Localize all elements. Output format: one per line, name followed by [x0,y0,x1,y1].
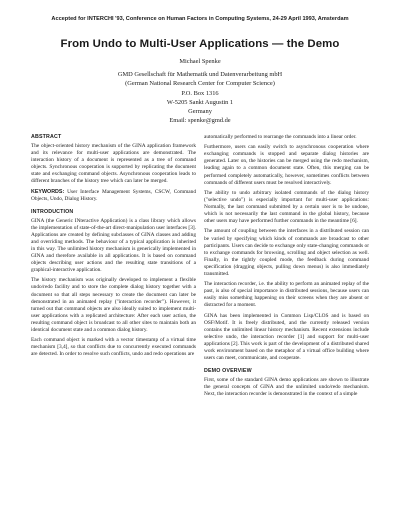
author-name: Michael Spenke [179,58,221,65]
right-column [204,134,369,398]
affiliation-email: Email: spenke@gmd.de [169,117,231,125]
body-paragraph: automatically performed to rearrange the commands into a linear order. [204,134,357,140]
introduction-paragraph: The history mechanism was originally developed to implement a flexible undo/redo facility and to store the complete dialog history together with a document so that all steps necessary to create the document can later be demonstrated in an animated replay ("interaction recorder"). However, it turned out that command objects are also ideally suited to implement multi-user applications with a replicated architecture: After each user action, the resulting command object is broadcast to all other sites to maintain both an identical document state and a common dialog history. [31,277,196,333]
body-paragraph: GINA has been implemented in Common Lisp/CLOS and is based on OSF/Motif. It is freely distributed, and the currently released version contains the unlimited linear history mechanism. Recent extensions include selective undo, the interaction recorder [1] and support for multi-user applications [2]. This work is part of the development of a distributed shared work environment based on the metaphor of a virtual office building where users can meet, communicate, and cooperate. [204,312,369,361]
left-column [31,134,196,358]
keywords-text: User Interface Management Systems, CSCW, Command Objects, Undo, Dialog History. [31,188,196,202]
body-paragraph: The ability to undo arbitrary isolated commands of the dialog history ("selective undo") is especially important for multi-user applications: Normally, the last command submitted by a certain user is to be undone, which is not necessarily the last command in the global history, because other users may have performed further commands in the meantime [6]. [204,189,369,225]
body-paragraph: Furthermore, users can easily switch to asynchronous cooperation where exchanging commands is stopped and separate dialog histories are generated. Later on, the histories can be merged using the redo mechanism, leading again to a common document state. Often, this merging can be performed completely automatically, however, sometimes conflicts between commands of different users must be resolved interactively. [204,144,369,186]
affiliation-line: (German National Research Center for Computer Science) [125,80,275,88]
body-paragraph: The interaction recorder, i.e. the ability to perform an animated replay of the past, is also of special importance in distributed sessions, because users can easily miss something happening on their screens when they are absent or distracted for a moment. [204,281,369,309]
body-paragraph: The amount of coupling between the interfaces in a distributed session can be varied by specifying which kinds of commands are broadcast to other participants. Users can decide to exchange only state-changing commands or to exchange commands for browsing, scrolling and object selection as well. Finally, in the tightly coupled mode, the feedback during command specification (dragging objects, pulling down menus) is also immediately transmitted. [204,228,369,277]
conference-acceptance-note: Accepted for INTERCHI '93, Conference on Human Factors in Computing Systems, 24-29 April 1993, Amsterdam [51,16,349,22]
introduction-paragraph: Each command object is marked with a vector timestamp of a virtual time mechanism [3,4], so that conflicts due to concurrently executed commands are detected. In order to resolve such conflicts, undo and redo operations are [31,337,196,358]
author-affiliation [0,70,400,126]
abstract-text: The object-oriented history mechanism of the GINA application framework and its relevance for multi-user applications are demonstrated. The interaction history of a document is represented as a tree of command objects. Synchronous cooperation is supported by replicating the document state and exchanging command objects. Asynchronous cooperation leads to different branches of the history tree which can later be merged. [31,143,196,185]
demo-overview-text: First, some of the standard GINA demo applications are shown to illustrate the general concepts of GINA and the unlimited undo/redo mechanism. Next, the interaction recorder is demonstrated in the context of a simple [204,376,369,398]
affiliation-line: Germany [188,108,212,116]
introduction-paragraph: GINA (the Generic INteractive Application) is a class library which allows the implementation of state-of-the-art direct-manipulation user interfaces [3]. Applications are created by defining subclasses of GINA classes and adding and overriding methods. The behaviour of a typical application is inherited in this way. The unlimited history mechanism is generically implemented in GINA and therefore available in all applications. It is based on command objects describing user actions and the resulting state transitions of a graphical-interactive application. [31,217,196,274]
demo-overview-heading: DEMO OVERVIEW [204,367,252,374]
introduction-heading: INTRODUCTION [31,208,74,215]
affiliation-line: P.O. Box 1316 [181,89,219,97]
keywords [31,189,196,203]
affiliation-line: GMD Gesellschaft für Mathematik und Datenverarbeitung mbH [117,71,283,78]
paper-title: From Undo to Multi-User Applications — the Demo [60,38,340,50]
affiliation-line: W-5205 Sankt Augustin 1 [166,98,234,106]
keywords-label: KEYWORDS: [31,188,65,195]
abstract-heading: ABSTRACT [31,134,62,140]
